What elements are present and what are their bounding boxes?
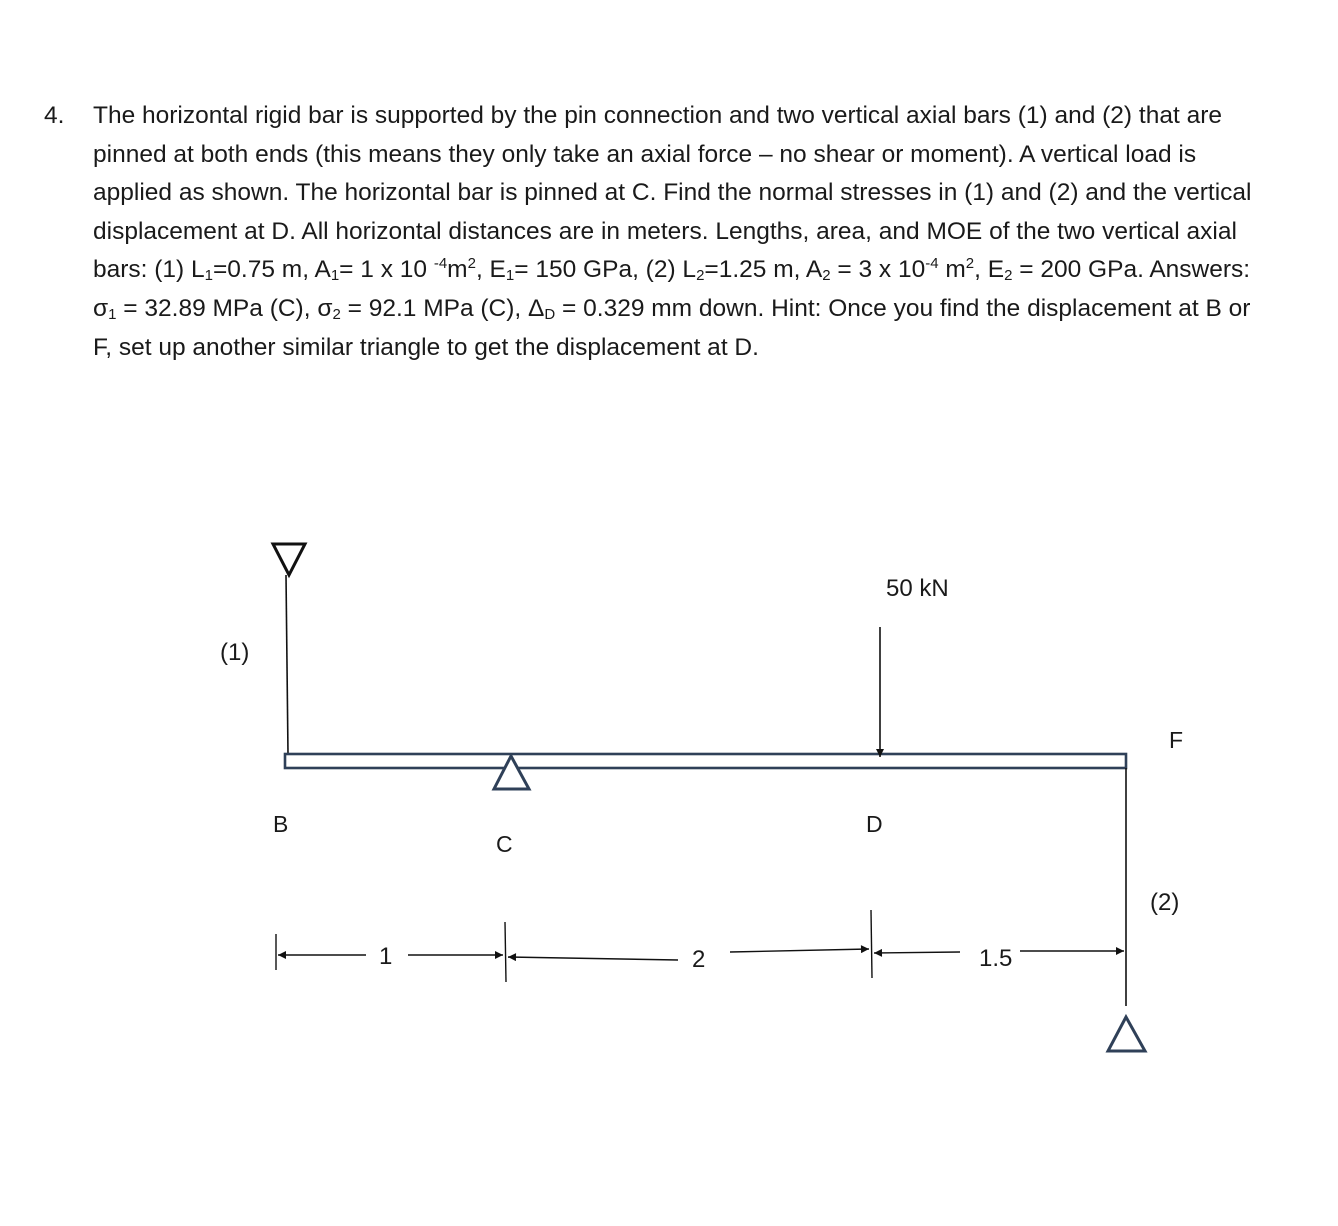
problem-number: 4. xyxy=(44,102,65,129)
point-b-label: B xyxy=(273,811,289,837)
problem-text: The horizontal rigid bar is supported by the pin connection and two vertical axial bars (1) and (2) that are pinned at both ends (this means they only take an axial force – no shear or moment). A vertical load is applied as shown. The horizontal bar is pinned at C. Find the normal stresses in (1) and (2) and the vertical displacement at D. All horizontal distances are in meters. Lengths, area, and MOE of the two vertical axial bars: (1) $L_1=0.75$ m, $A_1= 1$ x 10 $^{-4}m^2$, $E_1= 150$ GPa, (2) $L_2=1.25$ m, $A_2 = 3$ x $10^{-4}$ $m^2$, $E_2 = 200$ GPa. Answers: $\sigma_1 = 32.89$ MPa (C), $\sigma_2 = 92.1$ MPa (C), $\Delta_D = 0.329$ mm down. Hint: Once you find the displacement at B or F, set up another similar triangle to get the displacement at D. xyxy=(93,102,1252,361)
dim-tick-d xyxy=(871,910,872,978)
dim-arrow-cd-right xyxy=(730,949,869,952)
point-c-label: C xyxy=(496,831,513,857)
dim-bc-label: 1 xyxy=(379,943,393,970)
rigid-bar xyxy=(285,754,1126,768)
load-label: 50 kN xyxy=(886,575,949,602)
bar2-label: (2) xyxy=(1150,889,1180,916)
bar1-top-support xyxy=(273,544,305,575)
point-f-label: F xyxy=(1169,727,1184,753)
bar2-bottom-support xyxy=(1108,1017,1145,1051)
dim-arrow-cd-left xyxy=(508,957,678,960)
dim-arrow-df-left xyxy=(874,952,960,953)
point-d-label: D xyxy=(866,811,883,837)
axial-bar-1 xyxy=(286,575,288,754)
bar1-label: (1) xyxy=(220,639,250,666)
dim-df-label: 1.5 xyxy=(979,945,1013,972)
dim-tick-c xyxy=(505,922,506,982)
dim-cd-label: 2 xyxy=(692,946,706,973)
